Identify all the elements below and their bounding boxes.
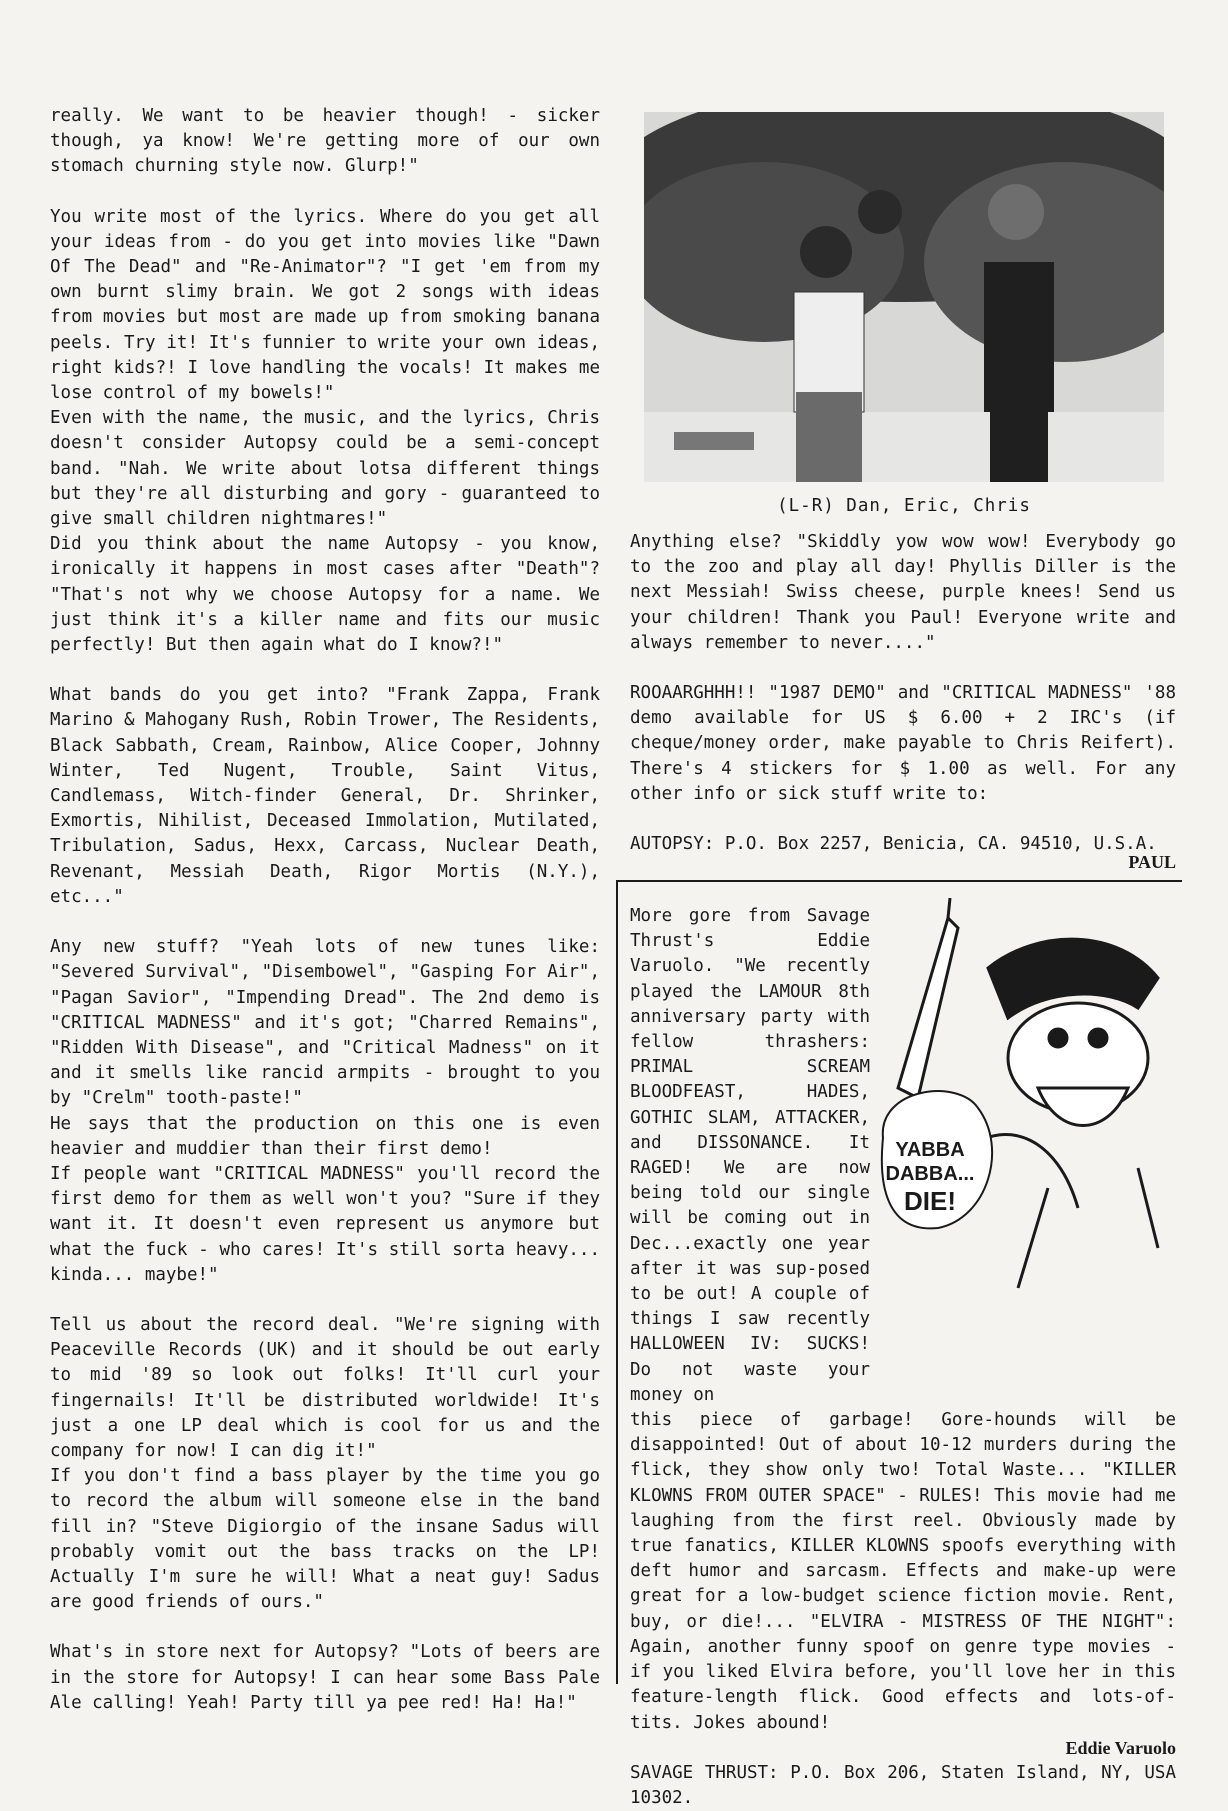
left-column-paragraph (50, 658, 600, 683)
left-column-paragraph: If people want "CRITICAL MADNESS" you'll record the first demo for them as well won't you? "Sure if they want it. It doesn't even represent us anymore but what the fuck - who cares! It's still sorta heavy... kinda... maybe!" (50, 1163, 600, 1285)
fred-flintstone-cartoon (878, 888, 1178, 1328)
band-photo (644, 112, 1164, 482)
right-column-paragraph (630, 807, 1176, 832)
left-column-paragraph: If you don't find a bass player by the time you go to record the album will someone else in the band fill in? "Steve Digiorgio of the insane Sadus will probably vomit out the bass tracks on the LP! Actually I'm sure he will! What a neat guy! Sadus are good friends of ours." (50, 1466, 600, 1613)
left-column-paragraph: What's in store next for Autopsy? "Lots of beers are in the store for Autopsy! I can hear some Bass Pale Ale calling! Yeah! Party till ya pee red! Ha! Ha!" (50, 1642, 600, 1713)
left-column-paragraph (50, 1615, 600, 1640)
svg-text:DABBA...: DABBA... (885, 1163, 975, 1185)
right-column-paragraph: Anything else? "Skiddly yow wow wow! Everybody go to the zoo and play all day! Phyllis Diller is the next Messiah! Swiss cheese, purple knees! Send us your children! Thank you Paul! Everyone write and always remember to never...." (630, 532, 1176, 653)
photo-caption: (L-R) Dan, Eric, Chris (777, 496, 1031, 516)
right-column-paragraph (630, 656, 1176, 681)
left-column (50, 104, 600, 1716)
box-address: SAVAGE THRUST: P.O. Box 206, Staten Island, NY, USA 10302. (630, 1762, 1176, 1809)
left-column-paragraph: Tell us about the record deal. "We're signing with Peaceville Records (UK) and it should be out early to mid '89 so look out folks! It'll curl your fingernails! It'll be distributed worldwide! It's just a one LP deal which is cool for us and the company for now! I can dig it!" (50, 1314, 600, 1461)
right-column-paragraph: AUTOPSY: P.O. Box 2257, Benicia, CA. 94510, U.S.A. (630, 834, 1157, 855)
svg-text:DIE!: DIE! (904, 1186, 956, 1216)
right-column (630, 530, 1176, 857)
left-column-paragraph (50, 1288, 600, 1313)
left-column-paragraph: Any new stuff? "Yeah lots of new tunes like: "Severed Survival", "Disembowel", "Gasping For Air", "Pagan Savior", "Impending Dread". The 2nd demo is "CRITICAL MADNESS" and it's got; "Charred Remains", "Ridden With Disease", and "Critical Madness" on it and it smells like rancid armpits - brought to you by "Crelm" tooth-paste!" (50, 937, 600, 1109)
box-narrow-text: More gore from Savage Thrust's Eddie Varuolo. "We recently played the LAMOUR 8th anniversary party with fellow thrashers: PRIMAL SCREAM BLOODFEAST, HADES, GOTHIC SLAM, ATTACKER, and DISSONANCE. It RAGED! We are now being told our single will be coming out in Dec...exactly one year after it was sup-posed to be out! A couple of things I saw recently HALLOWEEN IV: SUCKS! Do not waste your money on (630, 906, 870, 1405)
eddie-signature: Eddie Varuolo (1065, 1737, 1176, 1758)
paul-signature: PAUL (1128, 852, 1176, 872)
left-column-paragraph: really. We want to be heavier though! - sicker though, ya know! We're getting more of our own stomach churning style now. Glurp!" (50, 106, 600, 177)
box-wide-text: this piece of garbage! Gore-hounds will be disappointed! Out of about 10-12 murders during the flick, they show only two! Total Waste... "KILLER KLOWNS FROM OUTER SPACE" - RULES! This movie had me laughing from the first reel. Obviously made by true fanatics, KILLER KLOWNS spoofs everything with deft humor and sarcasm. Effects and make-up were great for a low-budget science fiction movie. Rent, buy, or die!... "ELVIRA - MISTRESS OF THE NIGHT": Again, another funny spoof on genre type movies - if you liked Elvira before, you'll love her in this feature-length flick. Good effects and lots-of-tits. Jokes abound! (630, 1410, 1176, 1733)
left-column-paragraph (50, 180, 600, 205)
svg-text:YABBA: YABBA (895, 1139, 965, 1161)
left-column-paragraph: He says that the production on this one is even heavier and muddier than their first demo! (50, 1113, 600, 1159)
left-column-paragraph (50, 910, 600, 935)
left-column-paragraph: Did you think about the name Autopsy - you know, ironically it happens in most cases after "Death"? "That's not why we choose Autopsy for a name. We just think it's a killer name and fits our music perfectly! But then again what do I know?!" (50, 534, 600, 656)
left-column-paragraph: Even with the name, the music, and the lyrics, Chris doesn't consider Autopsy could be a semi-concept band. "Nah. We write about lotsa different things but they're all disturbing and gory - guaranteed to give small children nightmares!" (50, 408, 600, 530)
left-column-paragraph: What bands do you get into? "Frank Zappa, Frank Marino & Mahogany Rush, Robin Trower, The Residents, Black Sabbath, Cream, Rainbow, Alice Cooper, Johnny Winter, Ted Nugent, Trouble, Saint Vitus, Candlemass, Witch-finder General, Dr. Shrinker, Exmortis, Nihilist, Deceased Immolation, Mutilated, Tribulation, Sadus, Hexx, Carcass, Nuclear Death, Revenant, Messiah Death, Rigor Mortis (N.Y.), etc..." (50, 685, 600, 907)
left-column-paragraph: You write most of the lyrics. Where do you get all your ideas from - do you get into movies like "Dawn Of The Dead" and "Re-Animator"? "I get 'em from my own burnt slimy brain. We got 2 songs with ideas from movies but most are made up from smoking banana peels. Try it! It's funnier to write your own ideas, right kids?! I love handling the vocals! It makes me lose control of my bowels!" (50, 206, 600, 404)
right-column-paragraph: ROOAARGHHH!! "1987 DEMO" and "CRITICAL MADNESS" '88 demo available for US $ 6.00 + 2 IRC's (if cheque/money order, make payable to Chris Reifert). There's 4 stickers for $ 1.00 as well. For any other info or sick stuff write to: (630, 683, 1176, 804)
